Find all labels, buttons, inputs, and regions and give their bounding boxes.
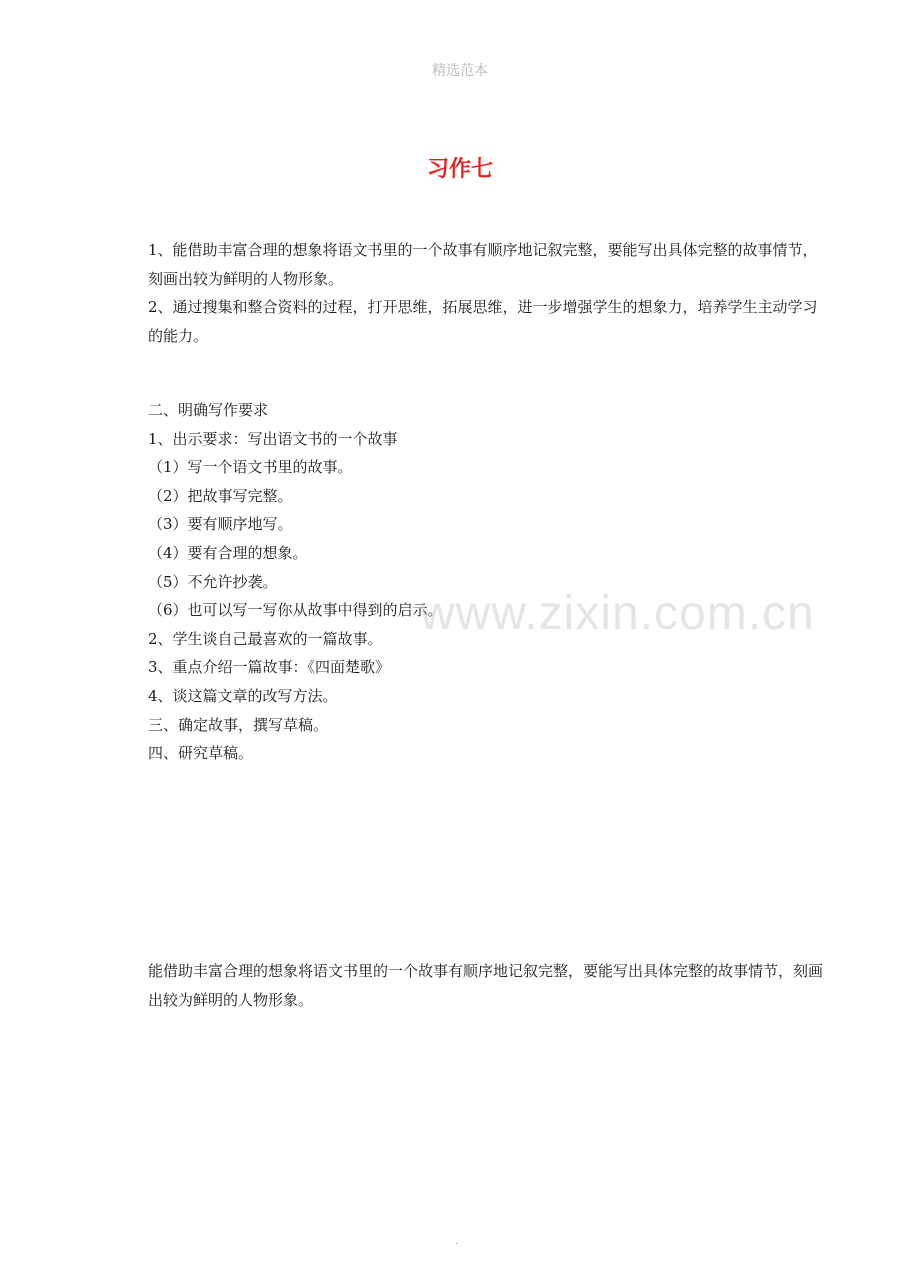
step-item: 2、学生谈自己最喜欢的一篇故事。 bbox=[148, 629, 383, 648]
document-title: 习作七 bbox=[426, 156, 493, 182]
requirement-item: （4）要有合理的想象。 bbox=[148, 543, 308, 562]
objectives-section bbox=[148, 236, 824, 350]
requirement-item: （5）不允许抄袭。 bbox=[148, 572, 278, 591]
objective-item: 1、能借助丰富合理的想象将语文书里的一个故事有顺序地记叙完整，要能写出具体完整的故事情节，刻画出较为鲜明的人物形象。 bbox=[148, 241, 818, 288]
requirement-item: （6）也可以写一写你从故事中得到的启示。 bbox=[148, 601, 443, 620]
footer-mark: . bbox=[455, 1236, 459, 1247]
step-heading: 四、研究草稿。 bbox=[148, 744, 254, 763]
requirement-item: （3）要有顺序地写。 bbox=[148, 515, 293, 534]
step-item: 4、谈这篇文章的改写方法。 bbox=[148, 686, 338, 705]
requirement-item: （2）把故事写完整。 bbox=[148, 486, 293, 505]
objective-item: 2、通过搜集和整合资料的过程，打开思维，拓展思维，进一步增强学生的想象力，培养学生主动学习的能力。 bbox=[148, 298, 818, 345]
requirement-item: （1）写一个语文书里的故事。 bbox=[148, 458, 353, 477]
watermark: www.zixin.com.cn bbox=[420, 587, 815, 640]
page-header: 精选范本 bbox=[432, 63, 488, 79]
step-heading: 二、明确写作要求 bbox=[148, 401, 269, 419]
step-item: 3、重点介绍一篇故事：《四面楚歌》 bbox=[148, 658, 391, 677]
step-item: 1、出示要求：写出语文书的一个故事 bbox=[148, 429, 398, 448]
closing-paragraph: 能借助丰富合理的想象将语文书里的一个故事有顺序地记叙完整，要能写出具体完整的故事情节，刻画出较为鲜明的人物形象。 bbox=[148, 962, 824, 1009]
step-heading: 三、确定故事，撰写草稿。 bbox=[148, 715, 329, 734]
lesson-steps-section bbox=[148, 396, 824, 768]
